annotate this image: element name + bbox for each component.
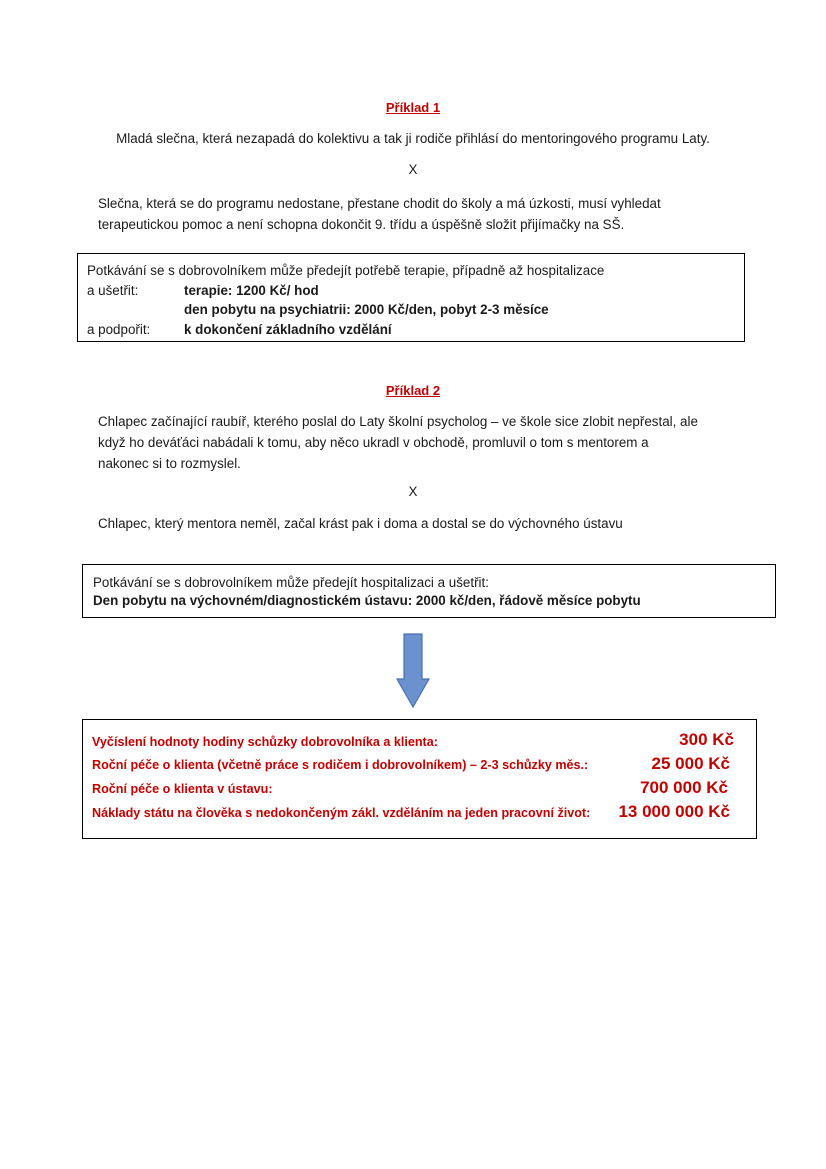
cost-label-lifetime: Náklady státu na člověka s nedokončeným zákl. vzděláním na jeden pracovní život:	[92, 806, 591, 820]
example1-box-line1: Potkávání se s dobrovolníkem může předejít potřebě terapie, případně až hospitalizace	[87, 263, 605, 278]
example2-box-line2: Den pobytu na výchovném/diagnostickém ústavu: 2000 kč/den, řádově měsíce pobytu	[93, 592, 641, 608]
example1-box-support-row	[87, 320, 744, 340]
cost-value-institution: 700 000 Kč	[640, 778, 728, 797]
example1-box-save-row2	[87, 300, 744, 320]
save-label: a ušetřit:	[87, 282, 139, 298]
example1-alternative	[98, 193, 738, 235]
example1-savings-box	[77, 253, 745, 342]
example1-heading: Příklad 1	[385, 100, 441, 115]
example1-alternative-line2: terapeutickou pomoc a není schopna dokončit 9. třídu a úspěšně složit přijímačky na SŠ.	[98, 217, 625, 232]
example1-intro	[0, 131, 826, 146]
example2-intro-line2: když ho deváťáci nabádali k tomu, aby něco ukradl v obchodě, promluvil o tom s mentorem a	[98, 435, 649, 450]
cost-value-lifetime: 13 000 000 Kč	[618, 802, 730, 821]
example2-intro-line1: Chlapec začínající raubíř, kterého poslal do Laty školní psycholog – ve škole sice zlobit nepřestal, ale	[98, 414, 698, 429]
example1-separator: X	[408, 162, 418, 177]
example1-intro-text: Mladá slečna, která nezapadá do kolektivu a tak ji rodiče přihlásí do mentoringového programu Laty.	[116, 131, 710, 146]
cost-value-hour: 300 Kč	[679, 730, 734, 749]
cost-label-annual-care: Roční péče o klienta (včetně práce s rodičem i dobrovolníkem) – 2-3 schůzky měs.:	[92, 758, 589, 772]
example2-separator: X	[408, 484, 418, 499]
support-item: k dokončení základního vzdělání	[184, 321, 392, 337]
example2-intro-line3: nakonec si to rozmyslel.	[98, 456, 241, 471]
example2-intro	[98, 411, 758, 474]
cost-value-annual-care: 25 000 Kč	[651, 754, 730, 773]
support-label: a podpořit:	[87, 321, 151, 337]
save-item-therapy: terapie: 1200 Kč/ hod	[184, 282, 319, 298]
example2-alternative: Chlapec, který mentora neměl, začal krást pak i doma a dostal se do výchovného ústavu	[98, 516, 623, 531]
down-arrow-icon	[395, 633, 431, 709]
save-item-psychiatry: den pobytu na psychiatrii: 2000 Kč/den, pobyt 2-3 měsíce	[184, 302, 549, 317]
cost-label-institution: Roční péče o klienta v ústavu:	[92, 782, 273, 796]
costs-box	[82, 719, 757, 839]
example1-alternative-line1: Slečna, která se do programu nedostane, přestane chodit do školy a má úzkosti, musí vyhledat	[98, 196, 661, 211]
example2-heading: Příklad 2	[385, 383, 441, 398]
example2-box-line1: Potkávání se s dobrovolníkem může předejít hospitalizaci a ušetřit:	[93, 575, 489, 590]
example2-savings-box	[82, 564, 776, 618]
example1-box-save-row	[87, 281, 744, 301]
cost-label-hour: Vyčíslení hodnoty hodiny schůzky dobrovolníka a klienta:	[92, 735, 438, 749]
